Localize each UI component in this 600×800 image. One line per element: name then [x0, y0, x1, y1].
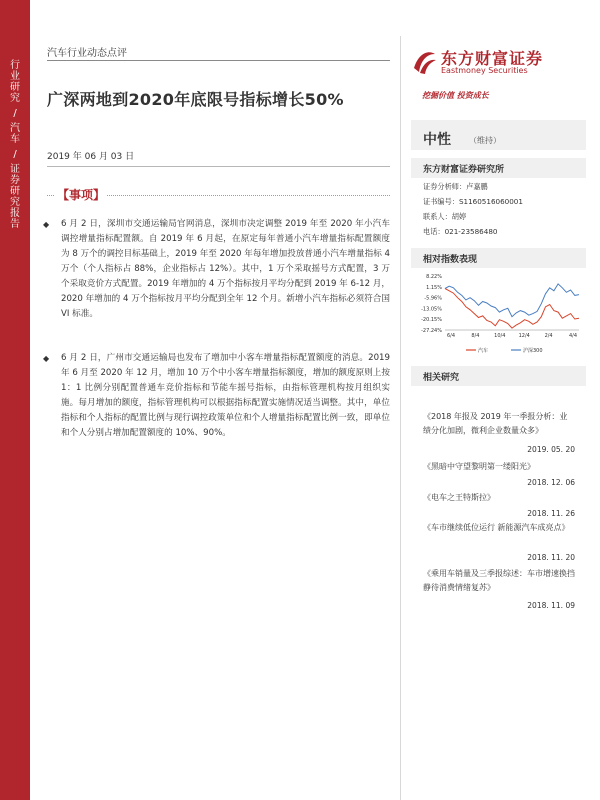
series-line	[445, 284, 579, 317]
institute-title: 东方财富证券研究所	[423, 165, 505, 175]
contact: 联系人：胡婷	[423, 212, 467, 221]
related-date: 2019. 05. 20	[527, 445, 575, 454]
related-item[interactable]: 《车市继续低位运行 新能源汽车成亮点》	[423, 523, 570, 532]
related-date: 2018. 12. 06	[527, 478, 575, 487]
y-tick-label: -5.96%	[424, 295, 442, 302]
relative-index-chart	[411, 270, 586, 358]
x-tick-label: 6/4	[446, 333, 456, 339]
page-title: 广深两地到2020年底限号指标增长50%	[47, 90, 344, 109]
report-type: 汽车行业动态点评	[47, 48, 127, 59]
header-rule	[47, 60, 390, 61]
paragraph-text: 6 月 2 日，深圳市交通运输局官网消息，深圳市决定调整 2019 年至 2020 年小汽车调控增量指标配置额。自 2019 年 6 月起，在原定每年普通小汽车增量指标配置额度为 8 万个的调控目标基础上，2019 年至 2020 年每年增加投放普通小汽车增量指标 4 万个（个人指标占 88%，企业指标占 12%）。其中，1 万个采取摇号方式配置，3 万个采取竞价方式配置。2019 年增加的 4 万个指标按月平均分配到 2019 年 6-12 月，2020 年增加的 4 万个指标按月平均分配到全年 12 个月。新增小汽车指标必须符合国 VI 标准。	[61, 219, 390, 319]
section-label: 【事项】	[57, 188, 106, 202]
series-line	[445, 289, 579, 329]
rating-box	[411, 120, 586, 150]
logo-en-text: Eastmoney Securities	[441, 66, 528, 75]
y-tick-label: -13.05%	[421, 306, 442, 313]
paragraph	[43, 217, 390, 322]
related-date: 2018. 11. 20	[527, 553, 575, 562]
legend-label: 汽车	[478, 348, 489, 354]
paragraph	[43, 351, 390, 441]
x-tick-label: 2/4	[544, 333, 553, 339]
related-date: 2018. 11. 26	[527, 509, 575, 518]
rating-sub: （维持）	[469, 136, 501, 145]
section-heading	[47, 186, 390, 204]
report-date: 2019 年 06 月 03 日	[47, 152, 135, 162]
paragraph-text: 6 月 2 日，广州市交通运输局也发布了增加中小客车增量指标配置额度的消息。2019 年 6 月至 2020 年 12 月，增加 10 万个中小客车增量指标额度，增加的额度原则上按 1：1 比例分别配置普通车竞价指标和节能车摇号指标，由指标管理机构按月组织实施。每月增加的额度，指标管理机构可以根据指标配置实施情况适当调整。其中，单位指标和个人指标的配置比例与现行调控政策单位和个人增量指标配置比例一致，即单位和个人分别占增加配置额度的 10%、90%。	[61, 353, 390, 438]
related-item[interactable]: 《乘用车销量及三季报综述：车市增速换挡 静待消费情绪复苏》	[423, 569, 575, 592]
phone: 电话：021-23586480	[423, 227, 498, 236]
company-logo	[411, 44, 586, 80]
side-category-label: 行 业 研 究 / 汽 车 / 证 券 研 究 报 告	[10, 60, 20, 230]
logo-cn-text: 东方财富证券	[441, 49, 544, 68]
analyst: 证券分析师：卢嘉鹏	[423, 182, 488, 191]
y-tick-label: -20.15%	[421, 317, 442, 324]
related-item[interactable]: 《黑暗中守望黎明第一缕阳光》	[423, 462, 535, 471]
x-tick-label: 4/4	[568, 333, 578, 339]
diamond-bullet-icon: ◆	[43, 354, 50, 363]
y-tick-label: 8.22%	[426, 274, 442, 280]
rating-label: 中性	[423, 132, 451, 148]
slogan: 挖掘价值 投资成长	[422, 91, 489, 100]
index-heading	[411, 248, 586, 268]
y-tick-label: -27.24%	[421, 328, 442, 334]
related-title: 相关研究	[423, 373, 460, 383]
certificate-number: 证书编号：S1160516060001	[423, 197, 523, 206]
related-date: 2018. 11. 09	[527, 601, 575, 610]
header-rule-bottom	[47, 166, 390, 167]
legend-label: 沪深300	[523, 348, 543, 354]
main-content	[30, 0, 400, 800]
related-item[interactable]: 《2018 年报及 2019 年一季报分析：业绩分化加剧，微利企业数量众多》	[423, 412, 568, 435]
index-title: 相对指数表现	[423, 255, 478, 265]
diamond-bullet-icon: ◆	[43, 220, 50, 229]
x-tick-label: 8/4	[471, 333, 480, 339]
related-heading	[411, 366, 586, 386]
column-divider	[400, 36, 401, 800]
institute-heading	[411, 158, 586, 178]
x-tick-label: 12/4	[518, 333, 530, 339]
x-tick-label: 10/4	[494, 333, 506, 339]
logo-mark-icon	[411, 46, 437, 76]
right-sidebar	[411, 0, 586, 800]
related-item[interactable]: 《电车之王特斯拉》	[423, 493, 495, 502]
y-tick-label: 1.15%	[426, 284, 442, 291]
